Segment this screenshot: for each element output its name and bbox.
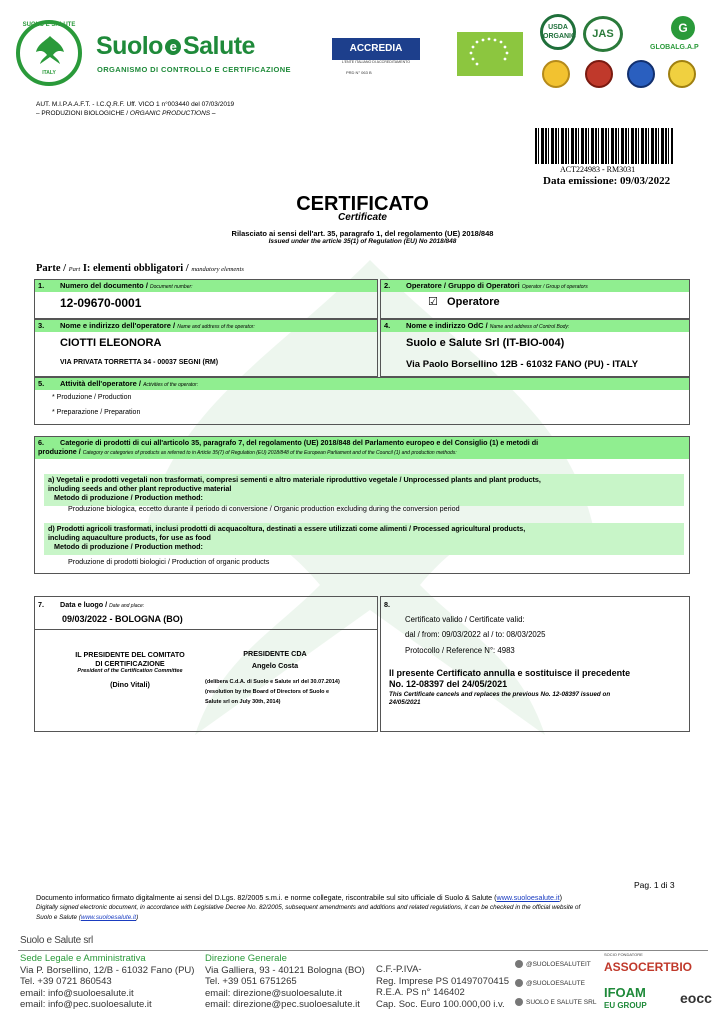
board-resolution <box>205 677 375 707</box>
website-link-en[interactable]: www.suoloesalute.it <box>80 914 137 921</box>
eu-organic-leaf-icon <box>457 32 523 76</box>
linkedin-icon <box>515 998 523 1006</box>
eu-organic-logo <box>457 32 523 76</box>
issue-date: Data emissione: 09/03/2022 <box>543 175 671 187</box>
control-body-address: Via Paolo Borsellino 12B - 61032 FANO (PU) - ITALY <box>406 359 639 370</box>
part-label: Parte / <box>36 263 67 274</box>
part-rest-en: mandatory elements <box>191 266 244 273</box>
productions-label: – PRODUZIONI BIOLOGICHE / <box>36 110 129 117</box>
box3-header <box>35 320 377 332</box>
box6-label-line2: produzione / <box>38 447 81 456</box>
general-direction-title: Direzione Generale <box>205 953 287 964</box>
box5-label-en: Activities of the operator: <box>143 382 199 388</box>
category-a-method-label: Metodo di produzione / Production method: <box>54 493 203 502</box>
board-resolution-line3: Salute srl on July 30th, 2014) <box>205 699 281 705</box>
note-en-text-2: Suolo e Salute ( <box>36 914 81 921</box>
accredia-logo: ACCREDIA <box>332 38 420 60</box>
brand-name-e: e <box>165 39 181 55</box>
digital-signature-line <box>36 893 686 902</box>
box7-num: 7. <box>38 600 44 609</box>
social-linkedin-label: SUOLO E SALUTE SRL <box>526 999 597 1006</box>
dop-badge-icon <box>585 60 613 88</box>
replaces-notice-en-line1: This Certificate cancels and replaces the previous No. 12-08397 issued on <box>389 691 611 698</box>
category-d-line1: d) Prodotti agricoli trasformati, inclusi prodotti di acquacoltura, destinati a essere utilizzati come alimenti / Processed agricultural products, <box>48 524 526 533</box>
box5-num: 5. <box>38 379 45 388</box>
operator-type: Operatore <box>447 296 500 308</box>
general-direction-phone: Tel. +39 051 6751265 <box>205 976 297 987</box>
box6-num: 6. <box>38 438 44 447</box>
issued-under: Rilasciato ai sensi dell'art. 35, paragrafo 1, del regolamento (UE) 2018/848 <box>231 229 494 238</box>
page-number: Pag. 1 di 3 <box>634 880 675 890</box>
replaces-notice <box>389 668 687 690</box>
brand-name-salute: Salute <box>182 32 255 60</box>
barcode-code: ACT224983 - RM3031 <box>560 165 636 174</box>
box5-header <box>35 378 689 390</box>
part-rest: I: elementi obbligatori / <box>82 263 189 274</box>
box1-header <box>35 280 377 292</box>
box8-num: 8. <box>384 600 390 609</box>
authorization-line: AUT. M.I.P.A.A.F.T. - I.C.Q.R.F. Uff. VICO 1 n°003440 del 07/03/2019 <box>36 101 235 108</box>
category-a-line1: a) Vegetali e prodotti vegetali non trasformati, compresi sementi e altro materiale riproduttivo vegetale / Unprocessed plants and plant products, <box>48 475 541 484</box>
certificate-valid-label: Certificato valido / Certificate valid: <box>405 615 525 624</box>
accredia-prd: PRD N° 063 B <box>346 70 372 75</box>
productions-line <box>36 109 234 118</box>
box4-header <box>381 320 689 332</box>
category-a <box>48 475 688 502</box>
category-d-line2: including aquaculture products, for use as food <box>48 533 211 542</box>
logo-italy-text: ITALY <box>42 70 56 76</box>
general-direction-address: Via Galliera, 93 - 40121 Bologna (BO) <box>205 964 365 976</box>
social-facebook-label: @SUOLOESALUTE <box>526 980 585 987</box>
page-title: CERTIFICATO <box>296 193 429 215</box>
reference-number: Protocollo / Reference N°: 4983 <box>405 646 515 655</box>
stg-badge-icon <box>668 60 696 88</box>
certification-badge-icon <box>542 60 570 88</box>
register-number: Reg. Imprese PS 01497070415 <box>376 975 510 987</box>
box5-label: Attività dell'operatore / <box>60 379 141 388</box>
usda-organic-logo: USDA ORGANIC <box>540 14 576 50</box>
checkbox-checked-icon: ☑ <box>428 296 438 308</box>
box6-label-en: Category or categories of products as referred to in Article 35(7) of Regulation (EU) 2018/848 of the European Parliament and of the Council (1) and production methods: <box>82 450 457 456</box>
note-end: ) <box>559 893 563 902</box>
note-en-text: Digitally signed electronic document, in accordance with Legislative Decree No. 82/2005, subsequent amendments and additions and related regulations, it can be checked in the official website of <box>36 904 581 911</box>
legal-office <box>20 953 194 1011</box>
validity-period: dal / from: 09/03/2022 al / to: 08/03/2025 <box>405 630 546 639</box>
share-capital: Cap. Soc. Euro 100.000,00 i.v. <box>376 998 505 1010</box>
social-instagram-label: @SUOLOESALUTEIT <box>526 961 591 968</box>
social-links <box>515 955 596 1012</box>
box6-label-line1: Categorie di prodotti di cui all'articolo 35, paragrafo 7, del regolamento (UE) 2018/848 del Parlamento europeo e del Consiglio (1) e metodi di <box>60 438 539 447</box>
instagram-icon <box>515 960 523 968</box>
part-label-en: Part <box>68 266 81 273</box>
vat-label: C.F.-P.IVA- <box>376 964 422 975</box>
committee-president-line2: DI CERTIFICAZIONE <box>95 659 165 668</box>
box6-label <box>38 438 688 458</box>
box3-label: Nome e indirizzo dell'operatore / <box>60 321 176 330</box>
assocertbio-logo: ASSOCERTBIO <box>604 960 693 974</box>
general-direction-pec[interactable]: email: direzione@pec.suoloesalute.it <box>205 999 360 1010</box>
brand-tagline: ORGANISMO DI CONTROLLO E CERTIFICAZIONE <box>97 65 291 74</box>
box3-num: 3. <box>38 321 45 330</box>
eocc-logo: eocc <box>680 990 712 1006</box>
box3-label-en: Name and address of the operator: <box>177 324 255 330</box>
leaf-icon <box>34 34 66 66</box>
page-title-en: Certificate <box>338 212 387 223</box>
social-facebook[interactable] <box>515 974 596 993</box>
box2-header <box>381 280 689 292</box>
category-d-method-label: Metodo di produzione / Production method: <box>54 542 203 551</box>
cda-president-name: Angelo Costa <box>251 661 299 670</box>
note-text: Documento informatico firmato digitalmente ai sensi del D.Lgs. 82/2005 s.m.i. e norme collegate, riscontrabile sul sito ufficiale di Suolo & Salute ( <box>36 893 497 902</box>
replaces-notice-line2: No. 12-08397 del 24/05/2021 <box>389 679 508 689</box>
cda-president-title: PRESIDENTE CDA <box>243 649 307 658</box>
brand-name <box>96 32 255 61</box>
committee-president <box>50 650 210 689</box>
committee-president-line1: IL PRESIDENTE DEL COMITATO <box>75 650 185 659</box>
facebook-icon <box>515 979 523 987</box>
footer-divider <box>18 950 708 951</box>
founder-label: SOCIO FONDATORE <box>604 952 643 957</box>
replaces-notice-line1: Il presente Certificato annulla e sostituisce il precedente <box>389 668 631 678</box>
digital-signature-en <box>36 902 686 912</box>
replaces-notice-en-line2: 24/05/2021 <box>389 699 421 706</box>
activity-item: * Produzione / Production <box>52 394 132 401</box>
divider <box>35 629 377 630</box>
box7-label-en: Date and place: <box>109 603 145 609</box>
replaces-notice-en <box>389 691 687 707</box>
box7-header <box>38 600 144 611</box>
legal-office-pec[interactable]: email: info@pec.suoloesalute.it <box>20 999 152 1010</box>
rea-number: R.E.A. PS n° 146402 <box>376 987 465 998</box>
company-name: Suolo e Salute srl <box>20 935 93 946</box>
digital-signature-note <box>36 893 686 922</box>
ifoam-sub: EU GROUP <box>604 1001 647 1010</box>
date-place: 09/03/2022 - BOLOGNA (BO) <box>62 614 183 624</box>
brand-name-suolo: Suolo <box>96 32 163 60</box>
general-direction <box>205 953 365 1011</box>
document-number: 12-09670-0001 <box>60 296 142 310</box>
board-resolution-line2: (resolution by the Board of Directors of Suolo e <box>205 689 330 695</box>
barcode <box>535 128 673 164</box>
legal-office-address: Via P. Borsellino, 12/B - 61032 Fano (PU) <box>20 964 195 976</box>
issued-under-en: Issued under the article 35(1) of Regulation (EU) No 2018/848 <box>268 238 457 245</box>
accredia-subtitle: L'ENTE ITALIANO DI ACCREDITAMENTO <box>341 60 411 64</box>
digital-signature-en-2 <box>36 912 686 922</box>
note-en-end: ) <box>136 914 139 921</box>
social-linkedin[interactable] <box>515 993 596 1012</box>
cda-president <box>205 649 345 670</box>
box4-num: 4. <box>384 321 391 330</box>
productions-label-en: ORGANIC PRODUCTIONS – <box>129 110 216 117</box>
part-heading <box>36 263 244 274</box>
logo-ring-text: SUOLO E SALUTE <box>22 22 76 28</box>
jas-logo: JAS <box>583 16 623 52</box>
box1-label: Numero del documento / <box>60 281 148 290</box>
social-instagram[interactable] <box>515 955 596 974</box>
authorization-text <box>36 100 234 118</box>
category-a-method: Produzione biologica, eccetto durante il periodo di conversione / Organic production excluding during the conversion period <box>68 504 460 513</box>
board-resolution-line1: (delibera C.d.A. di Suolo e Salute srl del 30.07.2014) <box>205 679 340 685</box>
category-d <box>48 524 688 551</box>
globalgap-label: GLOBALG.A.P <box>650 44 699 51</box>
box1-label-en: Document number: <box>150 284 193 290</box>
committee-president-en: President of the Certification Committee <box>77 668 183 674</box>
activity-item: * Preparazione / Preparation <box>52 409 141 416</box>
box7-label: Data e luogo / <box>60 600 108 609</box>
company-registration <box>376 964 509 1010</box>
globalgap-icon: G <box>671 16 695 40</box>
box2-label: Operatore / Gruppo di Operatori <box>406 281 520 290</box>
operator-address: VIA PRIVATA TORRETTA 34 - 00037 SEGNI (RM) <box>60 359 219 366</box>
committee-president-name: (Dino Vitali) <box>110 680 150 689</box>
box1-num: 1. <box>38 281 45 290</box>
category-a-line2: including seeds and other plant reproductive material <box>48 484 232 493</box>
control-body-name: Suolo e Salute Srl (IT-BIO-004) <box>406 337 565 349</box>
general-direction-email[interactable]: email: direzione@suoloesalute.it <box>205 987 342 999</box>
box4-label-en: Name and address of Control Body: <box>489 324 570 330</box>
operator-checkbox[interactable] <box>428 295 500 308</box>
category-d-method: Produzione di prodotti biologici / Production of organic products <box>68 557 270 566</box>
operator-name: CIOTTI ELEONORA <box>60 337 162 349</box>
legal-office-title: Sede Legale e Amministrativa <box>20 953 146 964</box>
website-link[interactable]: www.suoloesalute.it <box>496 893 560 902</box>
box2-num: 2. <box>384 281 391 290</box>
box2-label-en: Operator / Group of operators <box>521 284 588 290</box>
suolo-salute-logo <box>16 20 82 86</box>
ifoam-logo: IFOAM <box>604 985 646 1000</box>
legal-office-phone: Tel. +39 0721 860543 <box>20 976 112 987</box>
igp-badge-icon <box>627 60 655 88</box>
box4-label: Nome e indirizzo OdC / <box>406 321 488 330</box>
legal-office-email[interactable]: email: info@suoloesalute.it <box>20 987 134 999</box>
